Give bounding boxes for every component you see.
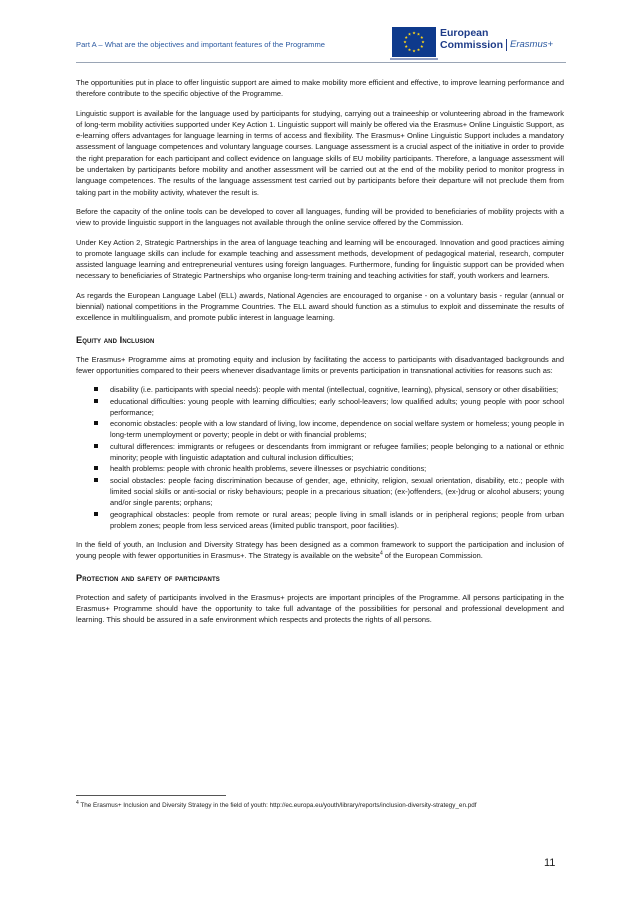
list-item: geographical obstacles: people from remote or rural areas; people living in small islands or in peripheral regions; people from urban problem zones; people from less serviced areas (limited public transport, poor facilities). xyxy=(76,509,564,532)
footnote-reference[interactable]: 4 xyxy=(379,550,383,557)
logo-european: European xyxy=(440,27,489,39)
main-content xyxy=(76,77,564,634)
paragraph: Under Key Action 2, Strategic Partnerships in the area of language teaching and learning will be encouraged. Innovation and good practices aiming to promote language skills can include for example teaching and assessment methods, development of pedagogical material, research, computer assisted language learning and entrepreneurial ventures using foreign languages. Furthermore, funding for linguistic support can be provided when necessary to beneficiaries of Strategic Partnerships who organise long-term training and teaching activities for staff, youth workers and learners. xyxy=(76,237,564,281)
section-heading-equity: Equity and Inclusion xyxy=(76,334,155,345)
footnote-number: 4 xyxy=(76,799,79,806)
list-item: economic obstacles: people with a low standard of living, low income, dependence on social welfare system or homeless; young people in long-term unemployment or poverty; people in debt or with financial problems; xyxy=(76,418,564,441)
obstacles-list xyxy=(76,384,564,531)
header-divider xyxy=(76,62,566,63)
footnote xyxy=(76,801,546,812)
list-item: educational difficulties: young people with learning difficulties; early school-leavers; low qualified adults; young people with poor school performance; xyxy=(76,396,564,419)
footnote-divider xyxy=(76,795,226,796)
logo-commission: Commission xyxy=(440,39,504,51)
logo-separator xyxy=(506,39,507,51)
paragraph: Before the capacity of the online tools can be developed to cover all languages, funding will be provided to beneficiaries of mobility projects with a view to provide linguistic support in the languages not available through the online service offered by the Commission. xyxy=(76,206,564,228)
square-bullet-icon xyxy=(94,466,98,470)
header-title: Part A – What are the objectives and important features of the Programme xyxy=(76,40,326,49)
square-bullet-icon xyxy=(94,512,98,516)
square-bullet-icon xyxy=(94,421,98,425)
list-item: health problems: people with chronic health problems, severe illnesses or psychiatric conditions; xyxy=(76,463,564,474)
paragraph: Linguistic support is available for the language used by participants for studying, carrying out a traineeship or volunteering abroad in the framework of long-term mobility activities supported under Key Action 1. Linguistic support will mainly be offered via the Erasmus+ Online Linguistic Support, as e-learning offers advantages for language learning in terms of access and flexibility. The Erasmus+ Online Linguistic Support includes a mandatory assessment of language competences and voluntary language courses. Language assessment is a crucial aspect of the initiative in order to provide the right preparation for each participant and collect evidence on language skills of EU mobility participants. Therefore, a language assessment will be undertaken by participants before mobility and another assessment will be carried out at the end of the mobility period to monitor progress in language competences. The results of the language assessment test carried out by participants before their departure will not preclude them from taking part in the mobility activity, whatever the result is. xyxy=(76,108,564,197)
paragraph: Protection and safety of participants involved in the Erasmus+ projects are important principles of the Programme. All persons participating in the Erasmus+ Programme should have the opportunity to take full advantage of the possibilities for personal and professional development and learning. This should be assured in a safe environment which respects and protects the rights of all persons. xyxy=(76,592,564,625)
paragraph: As regards the European Language Label (ELL) awards, National Agencies are encouraged to organise - on a voluntary basis - regular (annual or biennial) national competitions in the Programme Countries. The ELL award should function as a stimulus to exploit and disseminate the results of excellence in multilingualism, and promote public interest in language learning. xyxy=(76,290,564,323)
list-item: social obstacles: people facing discrimination because of gender, age, ethnicity, religion, sexual orientation, disability, etc.; people with limited social skills or anti-social or risky behaviours; people in a precarious situation; (ex-)offenders, (ex-)drug or alcohol abusers; young and/or single parents; orphans; xyxy=(76,475,564,509)
paragraph: In the field of youth, an Inclusion and Diversity Strategy has been designed as a common framework to support the participation and inclusion of young people with fewer opportunities in Erasmus+. The Strategy is available on the website$^4$ of the European Commission. xyxy=(76,540,564,561)
page-number: 11 xyxy=(544,857,556,869)
footnote-text: The Erasmus+ Inclusion and Diversity Strategy in the field of youth: http://ec.europa.eu/youth/library/reports/inclusion-diversity-strategy_en.pdf xyxy=(78,802,477,809)
list-item: disability (i.e. participants with special needs): people with mental (intellectual, cognitive, learning), physical, sensory or other disabilities; xyxy=(76,384,564,395)
paragraph: The Erasmus+ Programme aims at promoting equity and inclusion by facilitating the access to participants with disadvantaged backgrounds and fewer opportunities compared to their peers whenever disadvantage limits or prevents participation in transnational activities for reasons such as: xyxy=(76,354,564,375)
square-bullet-icon xyxy=(94,478,98,482)
square-bullet-icon xyxy=(94,444,98,448)
list-item: cultural differences: immigrants or refugees or descendants from immigrant or refugee families; people belonging to a national or ethnic minority; people with linguistic adaptation and cultural inclusion difficulties; xyxy=(76,441,564,464)
paragraph: The opportunities put in place to offer linguistic support are aimed to make mobility more efficient and effective, to improve learning performance and therefore contribute to the specific objective of the Programme. xyxy=(76,78,564,99)
square-bullet-icon xyxy=(94,387,98,391)
page-header xyxy=(0,0,638,66)
section-heading-protection: Protection and safety of participants xyxy=(76,572,220,583)
logo-wordmark xyxy=(440,27,553,51)
logo-erasmus-plus: Erasmus+ xyxy=(510,39,554,50)
square-bullet-icon xyxy=(94,399,98,403)
